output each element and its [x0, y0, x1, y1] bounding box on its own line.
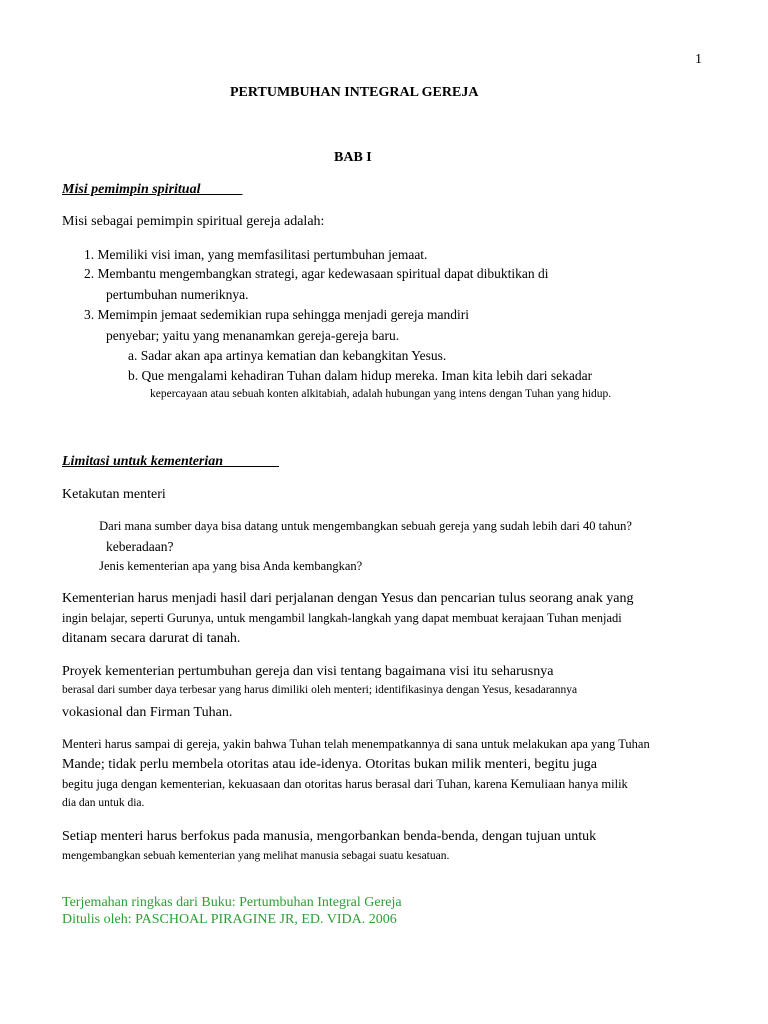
document-title: PERTUMBUHAN INTEGRAL GEREJA [230, 85, 479, 100]
section-heading-limitasi: Limitasi untuk kementerian [62, 454, 224, 469]
footer-translation-note: Terjemahan ringkas dari Buku: Pertumbuhan Integral Gereja [62, 895, 402, 910]
list-item-2-continued: pertumbuhan numeriknya. [106, 287, 249, 302]
paragraph-4-line-1: Setiap menteri harus berfokus pada manusia, mengorbankan benda-benda, dengan tujuan untuk [62, 829, 597, 844]
paragraph-4-line-2: mengembangkan sebuah kementerian yang melihat manusia sebagai suatu kesatuan. [62, 850, 450, 862]
footer-author: Ditulis oleh: PASCHOAL PIRAGINE JR, ED. VIDA. 2006 [62, 912, 397, 927]
list-item-3-continued: penyebar; yaitu yang menanamkan gereja-gereja baru. [106, 328, 400, 343]
sub-item-b-continued: kepercayaan atau sebuah konten alkitabiah, adalah hubungan yang intens dengan Tuhan yang hidup. [150, 388, 612, 400]
bullet-item-1 [86, 519, 632, 534]
paragraph-1-line-2: ingin belajar, seperti Gurunya, untuk mengambil langkah-langkah yang dapat membuat kerajaan Tuhan menjadi [62, 611, 622, 625]
sub-item-a: a. Sadar akan apa artinya kematian dan kebangkitan Yesus. [128, 348, 447, 363]
paragraph-2-line-1: Proyek kementerian pertumbuhan gereja dan visi tentang bagaimana visi itu seharusnya [62, 664, 554, 679]
list-item-1: 1. Memiliki visi iman, yang memfasilitasi pertumbuhan jemaat. [84, 247, 428, 262]
bullet-item-1-continued: keberadaan? [106, 539, 174, 554]
list-item-2: 2. Membantu mengembangkan strategi, agar kedewasaan spiritual dapat dibuktikan di [84, 266, 549, 281]
page-number: 1 [695, 52, 702, 67]
bullet-item-2-text: Jenis kementerian apa yang bisa Anda kembangkan? [99, 559, 363, 573]
section-heading-misi: Misi pemimpin spiritual [62, 182, 201, 197]
bullet-item-1-text: Dari mana sumber daya bisa datang untuk mengembangkan sebuah gereja yang sudah lebih dari 40 tahun? [99, 519, 632, 533]
sub-item-b: b. Que mengalami kehadiran Tuhan dalam hidup mereka. Iman kita lebih dari sekadar [128, 368, 593, 383]
paragraph-3-line-2: Mande; tidak perlu membela otoritas atau ide-idenya. Otoritas bukan milik menteri, begitu juga [62, 757, 597, 772]
chapter-label: BAB I [334, 150, 372, 165]
list-item-3: 3. Memimpin jemaat sedemikian rupa sehingga menjadi gereja mandiri [84, 307, 470, 322]
paragraph-3-line-1: Menteri harus sampai di gereja, yakin bahwa Tuhan telah menempatkannya di sana untuk melakukan apa yang Tuhan [62, 737, 650, 751]
paragraph-1-line-1: Kementerian harus menjadi hasil dari perjalanan dengan Yesus dan pencarian tulus seorang anak yang [62, 591, 634, 606]
paragraph-3-line-4: dia dan untuk dia. [62, 797, 145, 809]
fear-title: Ketakutan menteri [62, 487, 166, 502]
bullet-item-2 [86, 559, 362, 574]
section-intro: Misi sebagai pemimpin spiritual gereja adalah: [62, 214, 325, 229]
paragraph-2-line-2: berasal dari sumber daya terbesar yang harus dimiliki oleh menteri; identifikasinya dengan Yesus, kesadarannya [62, 684, 578, 696]
paragraph-3-line-3: begitu juga dengan kementerian, kekuasaan dan otoritas harus berasal dari Tuhan, karena Kemuliaan hanya milik [62, 777, 628, 791]
paragraph-1-line-3: ditanam secara darurat di tanah. [62, 631, 241, 646]
paragraph-2-line-3: vokasional dan Firman Tuhan. [62, 705, 233, 720]
